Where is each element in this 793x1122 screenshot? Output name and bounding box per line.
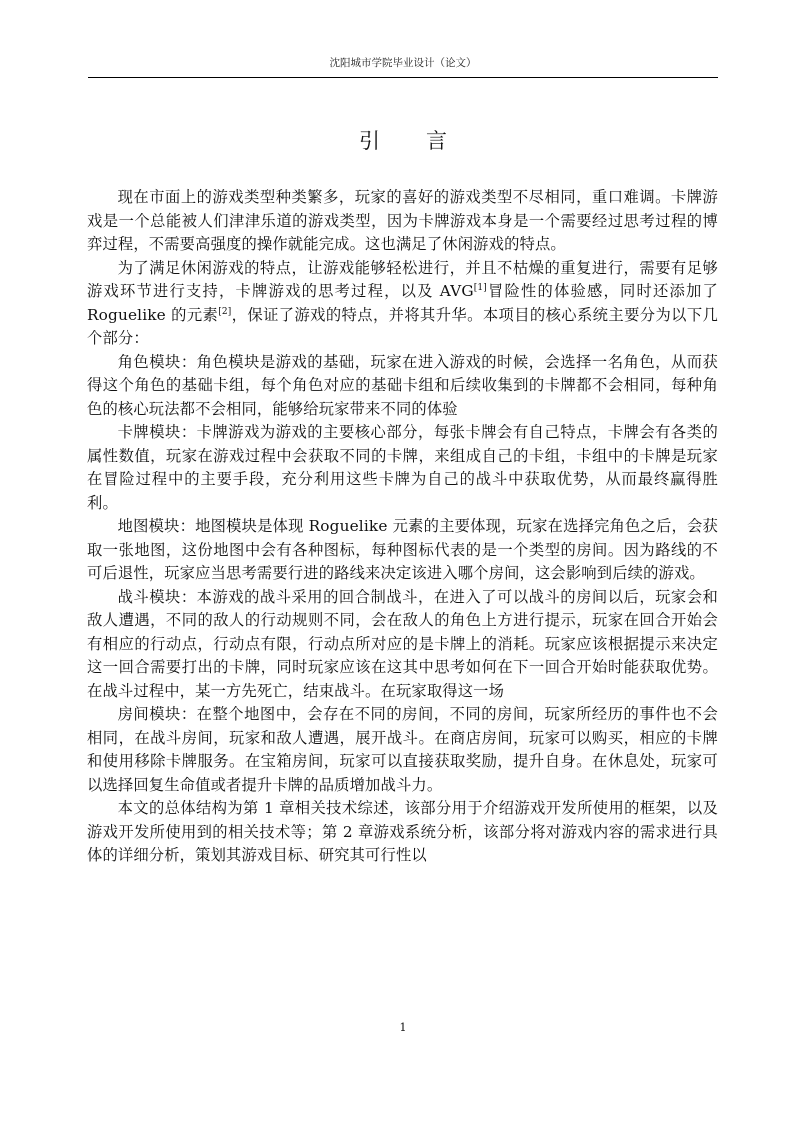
header-rule <box>88 77 718 78</box>
paragraph-text: 本文的总体结构为第 1 章相关技术综述，该部分用于介绍游戏开发所使用的框架，以及游戏开发所使用到的相关技术等；第 2 章游戏系统分析，该部分将对游戏内容的需求进行具体的详细分析，策划其游戏目标、研究其可行性以 <box>87 799 718 864</box>
paragraph-text: ，保证了游戏的特点，并将其升华。本项目的核心系统主要分为以下几个部分： <box>87 305 719 347</box>
paragraph-text: 战斗模块：本游戏的战斗采用的回合制战斗，在进入了可以战斗的房间以后，玩家会和敌人遭遇，不同的敌人的行动规则不同，会在敌人的角色上方进行提示，玩家在回合开始会有相应的行动点，行动点有限，行动点所对应的是卡牌上的消耗。玩家应该根据提示来决定这一回合需要打出的卡牌，同时玩家应该在这其中思考如何在下一回合开始时能获取优势。在战斗过程中，某一方先死亡，结束战斗。在玩家取得这一场 <box>87 587 718 700</box>
running-header: 沈阳城市学院毕业设计（论文） <box>329 57 477 69</box>
paragraph-text: 现在市面上的游戏类型种类繁多，玩家的喜好的游戏类型不尽相同，重口难调。卡牌游戏是一个总能被人们津津乐道的游戏类型，因为卡牌游戏本身是一个需要经过思考过程的博弈过程，不需要高强度的操作就能完成。这也满足了休闲游戏的特点。 <box>87 188 718 253</box>
paragraph-map-module <box>87 515 718 586</box>
paragraph-battle-module <box>87 586 718 704</box>
paragraph-purpose <box>87 257 718 351</box>
page-number: 1 <box>399 1021 407 1034</box>
paragraph-character-module <box>87 351 718 422</box>
citation-ref: [1] <box>473 282 487 293</box>
document-body <box>87 186 718 868</box>
paragraph-text: 地图模块：地图模块是体现 Roguelike 元素的主要体现，玩家在选择完角色之后，会获取一张地图，这份地图中会有各种图标，每种图标代表的是一个类型的房间。因为路线的不可后退性，玩家应当思考需要行进的路线来决定该进入哪个房间，这会影响到后续的游戏。 <box>87 517 718 582</box>
paragraph-text: 卡牌模块：卡牌游戏为游戏的主要核心部分，每张卡牌会有自己特点，卡牌会有各类的属性数值，玩家在游戏过程中会获取不同的卡牌，来组成自己的卡组，卡组中的卡牌是玩家在冒险过程中的主要手段，充分利用这些卡牌为自己的战斗中获取优势，从而最终赢得胜利。 <box>87 423 718 512</box>
paragraph-text: 冒险性的体验感，同时还添加了 Roguelike 的元素 <box>87 282 718 324</box>
paragraph-room-module <box>87 703 718 797</box>
paragraph-text: 角色模块：角色模块是游戏的基础，玩家在进入游戏的时候，会选择一名角色，从而获得这个角色的基础卡组，每个角色对应的基础卡组和后续收集到的卡牌都不会相同，每种角色的核心玩法都不会相同，能够给玩家带来不同的体验 <box>87 352 718 418</box>
paragraph-structure <box>87 797 718 868</box>
paragraph-text: 房间模块：在整个地图中，会存在不同的房间，不同的房间，玩家所经历的事件也不会相同，在战斗房间，玩家和敌人遭遇，展开战斗。在商店房间，玩家可以购买，相应的卡牌和使用移除卡牌服务。在宝箱房间，玩家可以直接获取奖励，提升自身。在休息处，玩家可以选择回复生命值或者提升卡牌的品质增加战斗力。 <box>87 705 718 794</box>
paragraph-card-module <box>87 421 718 515</box>
citation-ref: [2] <box>218 306 232 317</box>
paragraph-intro <box>87 186 718 257</box>
paragraph-text: 为了满足休闲游戏的特点，让游戏能够轻松进行，并且不枯燥的重复进行，需要有足够游戏环节进行支持，卡牌游戏的思考过程，以及 AVG <box>87 258 718 300</box>
section-title: 引言 <box>359 129 493 153</box>
